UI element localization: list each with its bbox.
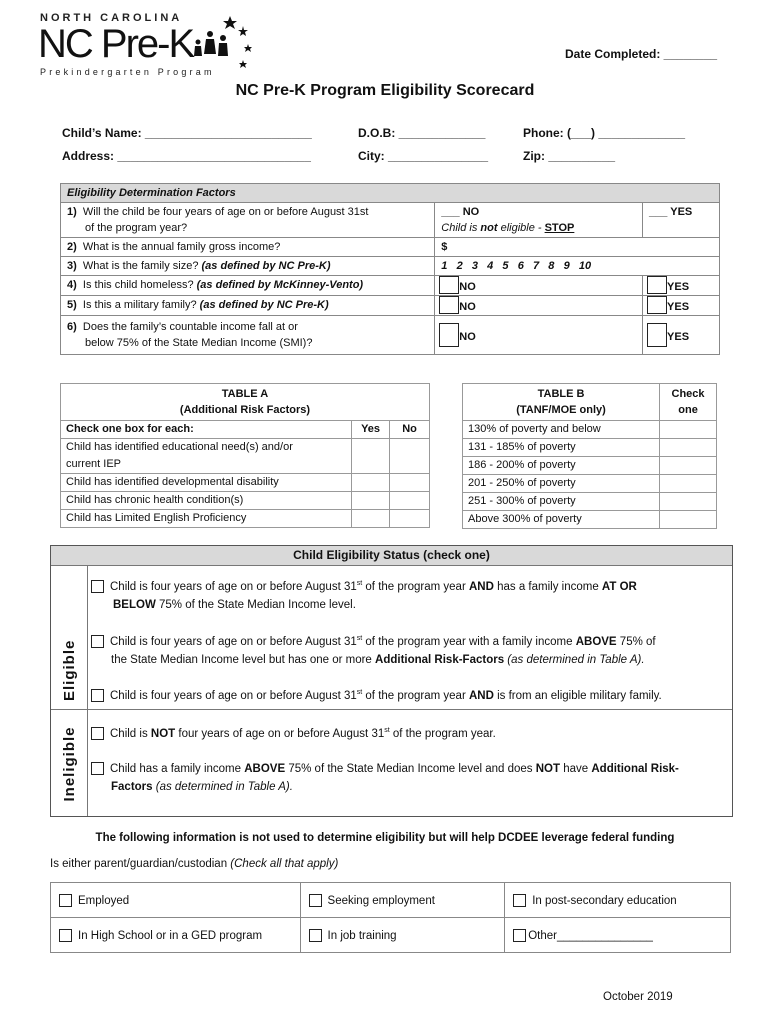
q1-text-cont: of the program year?	[85, 222, 188, 234]
option-job-training[interactable]: In job training	[300, 918, 505, 953]
post-secondary-checkbox[interactable]	[513, 894, 526, 907]
risk-factor-label: Child has identified developmental disability	[61, 474, 352, 492]
table-row	[463, 493, 717, 511]
q5-no-label: NO	[459, 301, 476, 313]
q1-stop-note: Child is not eligible - STOP	[441, 222, 575, 234]
ineligible-1-checkbox[interactable]	[91, 727, 104, 740]
q6-text-cont: below 75% of the State Median Income (SMI)?	[85, 337, 313, 349]
eligible-3-checkbox[interactable]	[91, 689, 104, 702]
q6-yes-label: YES	[667, 331, 690, 343]
eligible-label: Eligible	[61, 639, 78, 701]
q1-no-option[interactable]: ___ NO	[441, 206, 480, 218]
table-row	[61, 474, 430, 492]
table-row	[463, 457, 717, 475]
q1-yes-option[interactable]: ___ YES	[643, 203, 720, 238]
eligible-option-3: Child is four years of age on or before August 31st of the program year AND is from an eligible military family.	[91, 684, 731, 705]
question-row-4: 4) Is this child homeless? (as defined by McKinney-Vento) NO YES	[61, 276, 720, 296]
poverty-check-cell[interactable]	[660, 511, 717, 529]
logo-top-text: NORTH CAROLINA	[40, 12, 183, 24]
q6-yes-checkbox[interactable]	[647, 323, 667, 347]
risk-yes-cell[interactable]	[352, 439, 390, 474]
poverty-check-cell[interactable]	[660, 439, 717, 457]
ineligible-label: Ineligible	[61, 726, 78, 802]
seeking-checkbox[interactable]	[309, 894, 322, 907]
parent-question: Is either parent/guardian/custodian (Check all that apply)	[50, 858, 339, 870]
poverty-level-label: 186 - 200% of poverty	[463, 457, 660, 475]
revision-date: October 2019	[603, 991, 673, 1003]
children-stars-icon	[188, 12, 258, 72]
poverty-check-cell[interactable]	[660, 493, 717, 511]
job-training-checkbox[interactable]	[309, 929, 322, 942]
address-field[interactable]: Address: _____________________________	[62, 149, 311, 163]
risk-no-cell[interactable]	[390, 510, 430, 528]
poverty-level-label: 131 - 185% of poverty	[463, 439, 660, 457]
risk-factor-label-cont: current IEP	[61, 456, 352, 474]
poverty-level-label: 251 - 300% of poverty	[463, 493, 660, 511]
phone-field[interactable]: Phone: (___) _____________	[523, 126, 686, 140]
q5-yes-checkbox[interactable]	[647, 296, 667, 314]
table-b-check-header-2: one	[678, 404, 698, 416]
risk-factor-label: Child has identified educational need(s) and/or	[61, 439, 352, 457]
logo-main-text: NC Pre-K	[38, 22, 194, 66]
status-heading: Child Eligibility Status (check one)	[51, 546, 732, 566]
funding-note: The following information is not used to determine eligibility but will help DCDEE leverage federal funding	[95, 832, 675, 844]
date-completed[interactable]: Date Completed: ________	[565, 47, 718, 61]
ineligible-option-1: Child is NOT four years of age on or before August 31st of the program year.	[91, 722, 727, 743]
employed-checkbox[interactable]	[59, 894, 72, 907]
question-row-2: 2) What is the annual family gross income? $	[61, 238, 720, 257]
table-a-risk-factors	[60, 383, 430, 528]
option-high-school-ged[interactable]: In High School or in a GED program	[51, 918, 301, 953]
table-b-title: TABLE B	[537, 388, 585, 400]
option-other[interactable]: Other_______________	[505, 918, 731, 953]
table-b-tanf	[462, 383, 717, 529]
risk-factor-label: Child has chronic health condition(s)	[61, 492, 352, 510]
question-row-3: 3) What is the family size? (as defined by NC Pre-K) 1 2 3 4 5 6 7 8 9 10	[61, 257, 720, 276]
table-b-subtitle: (TANF/MOE only)	[516, 404, 606, 416]
risk-factor-label: Child has Limited English Proficiency	[61, 510, 352, 528]
q5-no-checkbox[interactable]	[439, 296, 459, 314]
q4-yes-checkbox[interactable]	[647, 276, 667, 294]
table-row	[61, 439, 430, 457]
option-seeking-employment[interactable]: Seeking employment	[300, 883, 505, 918]
dob-field[interactable]: D.O.B: _____________	[358, 126, 486, 140]
q5-yes-label: YES	[667, 301, 690, 313]
eligible-option-2: Child is four years of age on or before August 31st of the program year with a family income ABOVE 75% of the State Median Income level but has one or more Additional Risk-Factors (as determined in Table A).	[91, 630, 727, 669]
q4-no-label: NO	[459, 281, 476, 293]
q4-yes-label: YES	[667, 281, 690, 293]
table-row	[61, 492, 430, 510]
poverty-check-cell[interactable]	[660, 457, 717, 475]
q1-number: 1)	[67, 206, 77, 218]
poverty-check-cell[interactable]	[660, 475, 717, 493]
table-a-col-label: Check one box for each:	[61, 421, 352, 439]
child-eligibility-status	[50, 545, 733, 817]
poverty-level-label: 201 - 250% of poverty	[463, 475, 660, 493]
table-row	[463, 421, 717, 439]
logo-sub-text: Prekindergarten Program	[40, 67, 215, 77]
poverty-check-cell[interactable]	[660, 421, 717, 439]
risk-yes-cell[interactable]	[352, 492, 390, 510]
eligible-2-checkbox[interactable]	[91, 635, 104, 648]
table-row	[463, 475, 717, 493]
q5-text: Is this a military family?	[82, 299, 197, 311]
q6-no-label: NO	[459, 331, 476, 343]
other-checkbox[interactable]	[513, 929, 526, 942]
nc-prek-logo	[38, 12, 253, 82]
table-a-col-yes: Yes	[352, 421, 390, 439]
question-row-1	[61, 203, 720, 238]
q4-text: Is this child homeless?	[82, 279, 194, 291]
question-row-6: 6) Does the family’s countable income fall at or below 75% of the State Median Income (SMI)? NO YES	[61, 316, 720, 355]
q2-income-field[interactable]: $	[435, 238, 720, 257]
risk-yes-cell[interactable]	[352, 474, 390, 492]
table-a-subtitle: (Additional Risk Factors)	[179, 404, 311, 416]
risk-no-cell[interactable]	[390, 474, 430, 492]
table-b-check-header: Check	[671, 388, 705, 400]
table-row	[463, 511, 717, 529]
risk-no-cell[interactable]	[390, 439, 430, 474]
q6-text: Does the family’s countable income fall at or	[82, 321, 298, 333]
eligibility-heading: Eligibility Determination Factors	[61, 184, 720, 203]
q2-text: What is the annual family gross income?	[82, 241, 281, 253]
eligibility-factors-table	[60, 183, 720, 355]
ineligible-option-2: Child has a family income ABOVE 75% of the State Median Income level and does NOT have Additional Risk- Factors (as determined in Table A).	[91, 760, 727, 796]
table-a-title: TABLE A	[221, 388, 269, 400]
high-school-checkbox[interactable]	[59, 929, 72, 942]
table-row	[61, 510, 430, 528]
q1-text: Will the child be four years of age on or before August 31st	[82, 206, 369, 218]
question-row-5: 5) Is this a military family? (as defined by NC Pre-K) NO YES	[61, 296, 720, 316]
risk-no-cell[interactable]	[390, 492, 430, 510]
page-title: NC Pre-K Program Eligibility Scorecard	[235, 82, 535, 99]
poverty-level-label: Above 300% of poverty	[463, 511, 660, 529]
q3-text: What is the family size?	[82, 260, 199, 272]
poverty-level-label: 130% of poverty and below	[463, 421, 660, 439]
q3-family-size-options[interactable]: 1 2 3 4 5 6 7 8 9 10	[435, 257, 720, 276]
q4-no-checkbox[interactable]	[439, 276, 459, 294]
city-field[interactable]: City: _______________	[358, 149, 489, 163]
parent-status-options	[50, 882, 731, 953]
eligible-option-1: Child is four years of age on or before August 31st of the program year AND has a family income AT OR BELOW 75% of the State Median Income level.	[91, 575, 727, 614]
option-employed[interactable]: Employed	[51, 883, 301, 918]
q6-no-checkbox[interactable]	[439, 323, 459, 347]
table-row	[463, 439, 717, 457]
zip-field[interactable]: Zip: __________	[523, 149, 616, 163]
ineligible-2-checkbox[interactable]	[91, 762, 104, 775]
risk-yes-cell[interactable]	[352, 510, 390, 528]
eligible-1-checkbox[interactable]	[91, 580, 104, 593]
child-name-field[interactable]: Child’s Name: _________________________	[62, 126, 312, 140]
option-post-secondary[interactable]: In post-secondary education	[505, 883, 731, 918]
table-a-col-no: No	[390, 421, 430, 439]
